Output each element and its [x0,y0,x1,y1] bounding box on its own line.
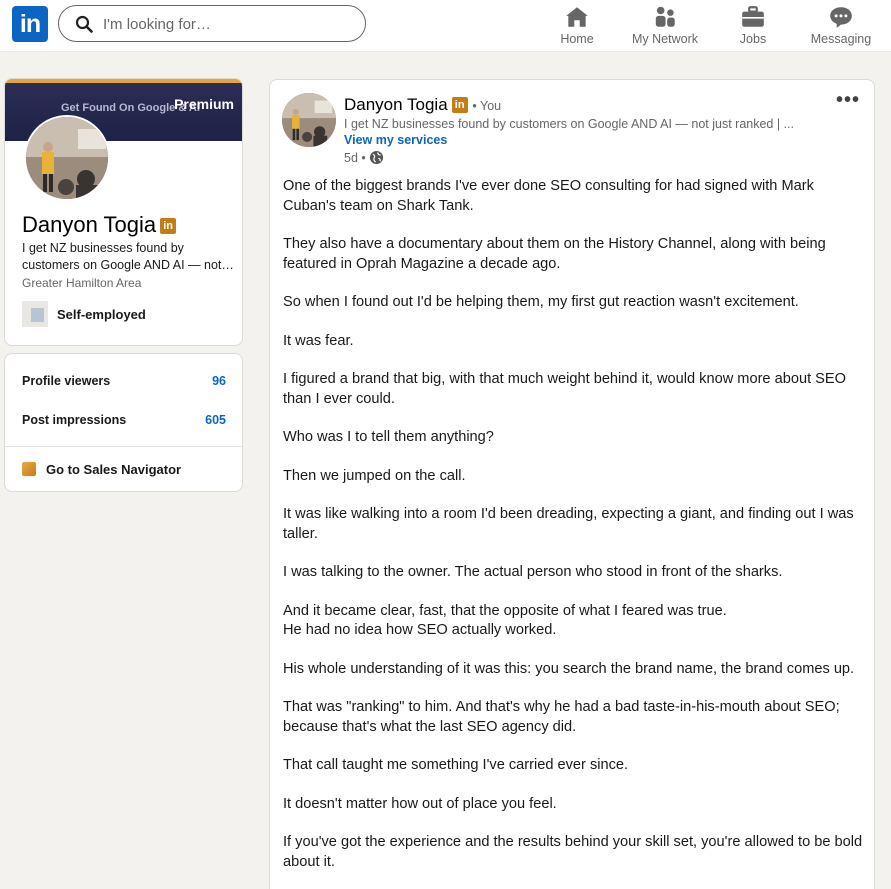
post-paragraph: That was "ranking" to him. And that's why he had a bad taste-in-his-mouth about SEO; because that's what the last SEO agency did. [283,699,840,735]
search-icon [75,15,93,33]
post-body [283,177,865,889]
post-paragraph: His whole understanding of it was this: you search the brand name, the brand comes up. [283,660,855,677]
briefcase-icon [740,4,766,30]
post-paragraph: Then we jumped on the call. [283,467,466,484]
globe-icon [369,150,384,165]
post-paragraph: It doesn't matter how out of place you feel. [283,795,557,812]
post-more-options-button[interactable]: ••• [835,89,860,111]
banner-text: Get Found On Google & AI [61,102,200,114]
nav-home-label: Home [560,32,594,46]
employer-label: Self-employed [57,307,146,322]
profile-card [4,78,243,346]
post-impressions-label: Post impressions [22,413,127,427]
post-time-text: 5d • [344,151,366,165]
post-paragraph: One of the biggest brands I've ever done SEO consulting for had signed with Mark Cuban's team on Shark Tank. [283,178,814,214]
author-photo [282,93,336,147]
post-paragraph: I was talking to the owner. The actual person who stood in front of the sharks. [283,564,783,580]
sales-navigator-label: Go to Sales Navigator [46,462,182,477]
profile-stats-card [4,353,243,492]
post-author-name-text: Danyon Togia [344,95,448,114]
profile-avatar[interactable] [24,115,110,201]
post-timestamp [344,150,384,165]
post-author-you-label: • You [472,99,502,113]
feed-post [269,79,875,889]
post-paragraph: I figured a brand that big, with that much weight behind it, would know more about SEO than I ever could. [283,371,846,407]
nav-jobs[interactable] [734,0,772,52]
post-paragraph: If you've got the experience and the results behind your skill set, you're allowed to be bold about it. [283,834,863,870]
post-paragraph: And it became clear, fast, that the opposite of what I feared was true. He had no idea how SEO actually worked. [283,602,727,638]
profile-viewers-row[interactable] [22,374,226,388]
view-services-link[interactable]: View my services [344,133,448,147]
post-author-name[interactable] [344,95,501,115]
profile-name-text: Danyon Togia [22,212,157,237]
nav-my-network[interactable] [626,0,704,52]
company-icon [22,301,48,327]
nav-jobs-label: Jobs [739,32,767,46]
stats-divider [5,446,243,447]
post-paragraph: They also have a documentary about them on the History Channel, along with being featured in Oprah Magazine a decade ago. [283,236,826,272]
post-paragraph: Who was I to tell them anything? [283,429,494,445]
search-input[interactable] [103,12,353,36]
top-nav-bar [0,0,891,52]
linkedin-premium-badge-icon: in [160,218,176,234]
sales-navigator-link[interactable] [22,462,181,477]
post-paragraph: It was fear. [283,332,354,349]
profile-viewers-value: 96 [212,374,226,388]
profile-headline: I get NZ businesses found by customers on Google AND AI — not… [22,241,234,272]
profile-name[interactable] [22,212,176,238]
post-author-headline: I get NZ businesses found by customers on Google AND AI — not just ranked | ... [344,117,794,131]
network-icon [652,4,678,30]
sales-navigator-icon [22,462,36,476]
post-paragraph: It was like walking into a room I'd been dreading, expecting a giant, and finding out I was taller. [283,506,854,542]
nav-messaging-label: Messaging [810,32,872,46]
nav-messaging[interactable] [806,0,876,52]
nav-home[interactable] [556,0,598,52]
linkedin-badge-icon: in [452,97,468,113]
profile-location: Greater Hamilton Area [22,276,142,290]
nav-my-network-label: My Network [632,32,698,46]
post-author-avatar[interactable] [282,93,336,147]
post-paragraph: That call taught me something I've carried ever since. [283,757,629,773]
post-impressions-row[interactable] [22,413,226,427]
avatar-photo [26,117,110,201]
linkedin-logo[interactable]: in [12,6,48,42]
post-impressions-value: 605 [205,413,226,427]
messaging-icon [828,4,854,30]
search-box[interactable] [58,5,366,42]
profile-viewers-label: Profile viewers [22,374,111,388]
premium-label: Premium [174,96,234,112]
post-paragraph: So when I found out I'd be helping them, my first gut reaction wasn't excitement. [283,294,799,310]
home-icon [564,4,590,30]
